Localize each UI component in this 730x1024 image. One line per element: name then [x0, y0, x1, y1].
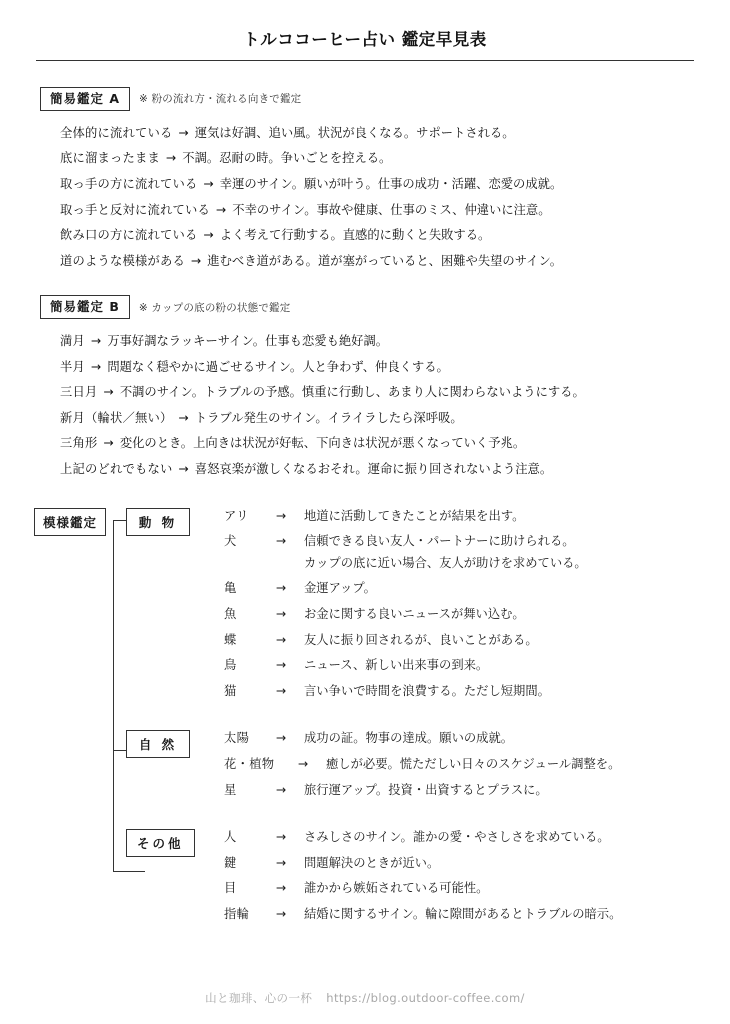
entry-desc: 成功の証。物事の達成。願いの成就。	[304, 731, 514, 746]
footer-site-name: 山と珈琲、心の一杯	[205, 991, 313, 1005]
entry-term: 猫	[224, 683, 237, 698]
arrow-icon: →	[276, 607, 287, 621]
entry-desc: 友人に振り回されるが、良いことがある。	[304, 632, 538, 647]
row-desc: よく考えて行動する。直感的に動くと失敗する。	[219, 228, 491, 243]
arrow-icon: →	[215, 202, 227, 217]
pattern-branches	[126, 508, 696, 932]
row-desc: 喜怒哀楽が激しくなるおそれ。運命に振り回されないよう注意。	[194, 462, 553, 477]
row-term: 満月	[60, 334, 85, 349]
entry-desc: 旅行運アップ。投資・出資するとプラスに。	[304, 782, 548, 797]
row-term: 取っ手の方に流れている	[60, 176, 198, 191]
arrow-icon: →	[178, 125, 189, 140]
arrow-icon: →	[276, 830, 287, 845]
list-item	[224, 683, 696, 700]
entry-term: 鳥	[224, 658, 237, 673]
list-item	[60, 125, 696, 142]
entry-term: 蝶	[224, 632, 237, 647]
entry-term: 指輪	[224, 906, 250, 921]
arrow-icon: →	[103, 436, 114, 451]
category-label-animal: 動 物	[126, 508, 190, 536]
section-b-header	[40, 295, 696, 319]
section-a-rows	[60, 125, 696, 270]
list-item	[60, 227, 696, 244]
section-a-note: ※ 粉の流れ方・流れる向きで鑑定	[139, 93, 302, 106]
arrow-icon: →	[190, 253, 202, 268]
entry-desc: さみしさのサイン。誰かの愛・やさしさを求めている。	[304, 830, 610, 845]
entry-term: 犬	[224, 534, 237, 549]
row-term: 飲み口の方に流れている	[60, 228, 198, 243]
arrow-icon: →	[178, 410, 189, 425]
entry-term: 人	[224, 830, 237, 845]
list-item	[224, 906, 696, 923]
footer	[0, 990, 730, 1006]
section-a-label: 簡易鑑定 A	[40, 87, 130, 111]
pattern-root-label: 模様鑑定	[34, 508, 106, 536]
arrow-icon: →	[276, 782, 287, 797]
category-label-nature: 自 然	[126, 730, 190, 758]
arrow-icon: →	[91, 359, 102, 374]
arrow-icon: →	[91, 334, 102, 349]
category-label-other: その他	[126, 829, 195, 857]
list-item	[224, 829, 696, 846]
row-desc: 万事好調なラッキーサイン。仕事も恋愛も絶好調。	[107, 334, 389, 349]
list-item	[224, 730, 696, 747]
list-item	[224, 580, 696, 597]
section-pattern	[34, 508, 696, 932]
row-term: 半月	[60, 359, 85, 374]
entry-term: 星	[224, 782, 237, 797]
list-item	[60, 435, 696, 452]
arrow-icon: →	[276, 731, 287, 746]
pattern-category-other	[126, 829, 696, 931]
entry-term: 魚	[224, 607, 237, 621]
row-term: 上記のどれでもない	[60, 462, 173, 477]
arrow-icon: →	[276, 632, 287, 647]
entry-desc: 誰かから嫉妬されている可能性。	[304, 881, 489, 896]
list-item	[224, 782, 696, 799]
page-title: トルココーヒー占い 鑑定早見表	[243, 30, 487, 49]
arrow-icon: →	[276, 508, 287, 523]
list-item	[60, 410, 696, 427]
entry-desc: 癒しが必要。慌ただしい日々のスケジュール調整を。	[326, 756, 621, 771]
row-term: 底に溜まったまま	[60, 151, 160, 166]
arrow-icon: →	[276, 658, 287, 673]
list-item	[60, 253, 696, 270]
arrow-icon: →	[276, 683, 287, 698]
list-item	[60, 333, 696, 350]
pattern-category-nature	[126, 730, 696, 807]
section-b-rows	[60, 333, 696, 478]
entry-desc: 言い争いで時間を浪費する。ただし短期間。	[304, 683, 550, 698]
arrow-icon: →	[165, 151, 177, 166]
row-term: 新月（輪状／無い）	[60, 410, 173, 425]
entry-term: 花・植物	[224, 756, 275, 771]
list-item	[60, 176, 696, 193]
row-term: 取っ手と反対に流れている	[60, 202, 210, 217]
arrow-icon: →	[298, 756, 309, 771]
arrow-icon: →	[276, 855, 287, 870]
row-desc: 運気は好調、追い風。状況が良くなる。サポートされる。	[194, 125, 515, 140]
list-item	[60, 461, 696, 478]
arrow-icon: →	[276, 881, 287, 896]
footer-url: https://blog.outdoor-coffee.com/	[326, 991, 525, 1005]
entry-desc: 結婚に関するサイン。輪に隙間があるとトラブルの暗示。	[304, 906, 622, 921]
entry-desc: 信頼できる良い友人・パートナーに助けられる。	[304, 534, 575, 549]
tree-vertical-line	[113, 520, 114, 872]
row-desc: 不幸のサイン。事故や健康、仕事のミス、仲違いに注意。	[232, 202, 551, 217]
arrow-icon: →	[276, 534, 287, 549]
list-item	[224, 508, 696, 525]
row-desc: トラブル発生のサイン。イライラしたら深呼吸。	[194, 410, 463, 425]
entry-desc: 地道に活動してきたことが結果を出す。	[304, 508, 525, 523]
section-b-label: 簡易鑑定 B	[40, 295, 130, 319]
section-b-note: ※ カップの底の粉の状態で鑑定	[138, 301, 291, 314]
row-desc: 不調のサイン。トラブルの予感。慎重に行動し、あまり人に関わらないようにする。	[119, 385, 585, 400]
entry-term: アリ	[224, 508, 249, 523]
list-item	[224, 756, 696, 773]
entry-desc: 問題解決のときが近い。	[304, 855, 440, 870]
row-desc: 幸運のサイン。願いが叶う。仕事の成功・活躍、恋愛の成就。	[219, 176, 563, 191]
arrow-icon: →	[276, 906, 287, 921]
entry-desc-continued: カップの底に近い場合、友人が助けを求めている。	[304, 555, 587, 570]
row-term: 三日月	[60, 385, 98, 400]
list-item	[224, 657, 696, 674]
arrow-icon: →	[203, 176, 214, 191]
row-term: 全体的に流れている	[60, 125, 173, 140]
section-simple-b	[34, 295, 696, 477]
list-item	[224, 880, 696, 897]
entry-term: 太陽	[224, 731, 250, 746]
list-item	[224, 606, 696, 623]
list-item	[60, 202, 696, 219]
entry-desc: ニュース、新しい出来事の到来。	[304, 658, 489, 673]
entry-term: 目	[224, 881, 237, 896]
list-item	[224, 632, 696, 649]
list-item	[224, 533, 696, 550]
arrow-icon: →	[203, 228, 214, 243]
pattern-category-animal	[126, 508, 696, 709]
entry-term: 亀	[224, 581, 237, 596]
section-a-header	[40, 87, 696, 111]
arrow-icon: →	[103, 385, 114, 400]
title-divider	[36, 60, 694, 61]
list-item	[60, 359, 696, 376]
row-desc: 変化のとき。上向きは状況が好転、下向きは状況が悪くなっていく予兆。	[119, 436, 526, 451]
arrow-icon: →	[178, 462, 189, 477]
row-desc: 不調。忍耐の時。争いごとを控える。	[182, 151, 392, 166]
row-desc: 進むべき道がある。道が塞がっていると、困難や失望のサイン。	[207, 253, 563, 268]
entry-desc: お金に関する良いニュースが舞い込む。	[304, 607, 525, 621]
row-desc: 問題なく穏やかに過ごせるサイン。人と争わず、仲良くする。	[107, 359, 449, 374]
entry-desc: 金運アップ。	[304, 581, 376, 596]
entry-term: 鍵	[224, 855, 237, 870]
row-term: 三角形	[60, 436, 98, 451]
list-item	[224, 855, 696, 872]
row-term: 道のような模様がある	[60, 253, 185, 268]
list-item	[60, 384, 696, 401]
list-item	[60, 150, 696, 167]
arrow-icon: →	[276, 581, 287, 596]
section-simple-a	[34, 87, 696, 269]
